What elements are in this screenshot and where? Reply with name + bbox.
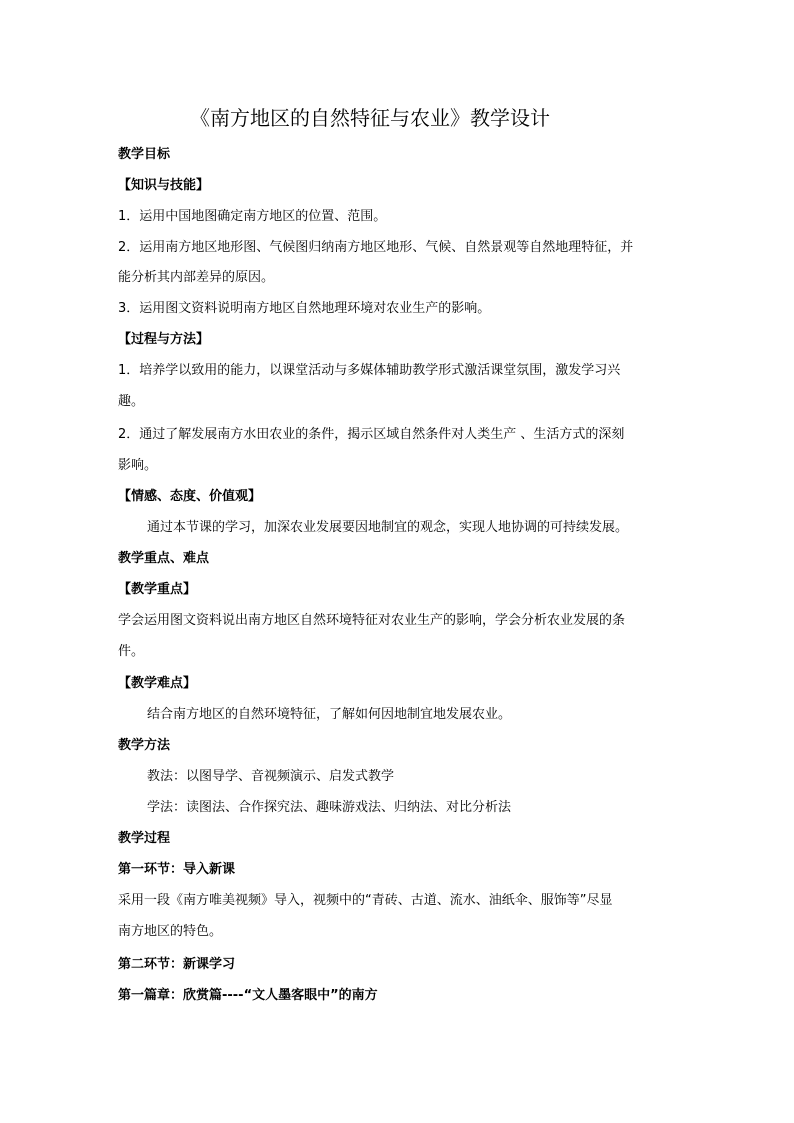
- key-heading: 【教学重点】: [118, 582, 197, 597]
- knowledge-heading: 【知识与技能】: [118, 178, 210, 193]
- step1-text-line1: 采用一段《南方唯美视频》导入，视频中的“青砖、古道、流水、油纸伞、服饰等”尽显: [118, 893, 613, 908]
- knowledge-item-2-line1: 2．运用南方地区地形图、气候图归纳南方地区地形、气候、自然景观等自然地理特征，并: [118, 240, 634, 255]
- difficult-text: 结合南方地区的自然环境特征，了解如何因地制宜地发展农业。: [147, 707, 512, 722]
- knowledge-item-2-line2: 能分析其内部差异的原因。: [118, 270, 275, 285]
- difficult-heading: 【教学难点】: [118, 676, 197, 691]
- learn-method: 学法：读图法、合作探究法、趣味游戏法、归纳法、对比分析法: [147, 800, 512, 815]
- process-heading: 【过程与方法】: [118, 332, 210, 347]
- emotion-text: 通过本节课的学习，加深农业发展要因地制宜的观念，实现人地协调的可持续发展。: [147, 520, 629, 535]
- methods-heading: 教学方法: [118, 738, 171, 753]
- goals-heading: 教学目标: [118, 147, 171, 162]
- knowledge-item-3: 3．运用图文资料说明南方地区自然地理环境对农业生产的影响。: [118, 301, 491, 316]
- emotion-heading: 【情感、态度、价值观】: [118, 489, 262, 504]
- step2-heading: 第二环节：新课学习: [118, 957, 236, 972]
- process-item-2-line1: 2．通过了解发展南方水田农业的条件，揭示区域自然条件对人类生产 、生活方式的深刻: [118, 427, 625, 442]
- key-text-line1: 学会运用图文资料说出南方地区自然环境特征对农业生产的影响，学会分析农业发展的条: [118, 613, 626, 628]
- step1-heading: 第一环节：导入新课: [118, 862, 236, 877]
- chapter1-heading: 第一篇章：欣赏篇----“文人墨客眼中”的南方: [118, 988, 378, 1003]
- knowledge-item-1: 1．运用中国地图确定南方地区的位置、范围。: [118, 209, 387, 224]
- process-flow-heading: 教学过程: [118, 831, 171, 846]
- teach-method: 教法：以图导学、音视频演示、启发式教学: [147, 769, 395, 784]
- key-text-line2: 件。: [118, 644, 145, 659]
- process-item-2-line2: 影响。: [118, 458, 158, 473]
- document-title: 《南方地区的自然特征与农业》教学设计: [190, 106, 550, 130]
- process-item-1-line2: 趣。: [118, 394, 145, 409]
- process-item-1-line1: 1．培养学以致用的能力，以课堂活动与多媒体辅助教学形式激活课堂氛围，激发学习兴: [118, 363, 621, 378]
- step1-text-line2: 南方地区的特色。: [118, 924, 223, 939]
- key-difficult-heading: 教学重点、难点: [118, 551, 210, 566]
